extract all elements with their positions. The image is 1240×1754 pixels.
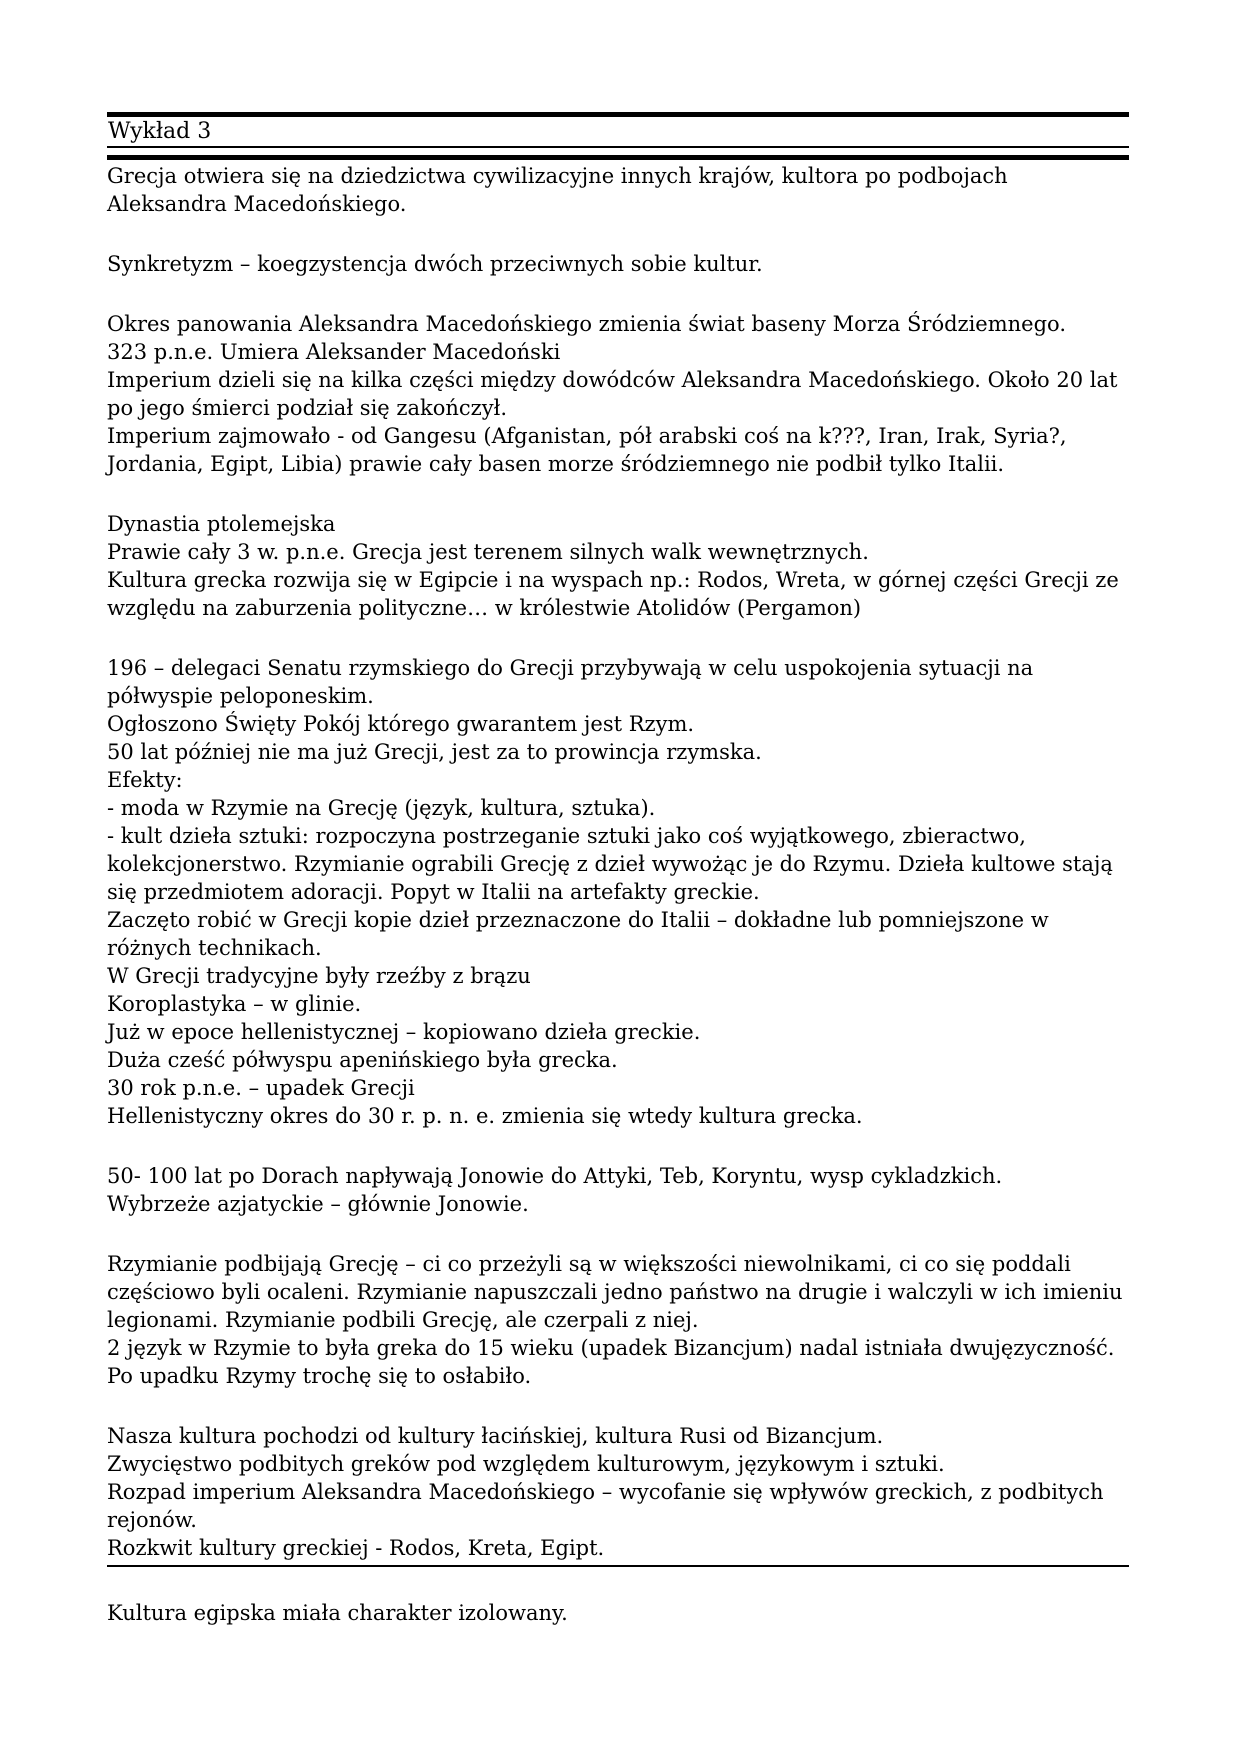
paragraph: Hellenistyczny okres do 30 r. p. n. e. zmienia się wtedy kultura grecka. bbox=[107, 1104, 863, 1128]
paragraph: Zaczęto robić w Grecji kopie dzieł przeznaczone do Italii – dokładne lub pomniejszone w różnych technikach. bbox=[107, 908, 1049, 960]
paragraph: 2 język w Rzymie to była greka do 15 wieku (upadek Bizancjum) nadal istniała dwujęzyczność. Po upadku Rzymy trochę się to osłabiło. bbox=[107, 1336, 1115, 1388]
lecture-title: Wykład 3 bbox=[108, 119, 212, 144]
paragraph: Kultura grecka rozwija się w Egipcie i na wyspach np.: Rodos, Wreta, w górnej części Grecji ze względu na zaburzenia polityczne… w królestwie Atolidów (Pergamon) bbox=[107, 568, 1119, 620]
paragraph: Imperium dzieli się na kilka części między dowódców Aleksandra Macedońskiego. Około 20 lat po jego śmierci podział się zakończył. bbox=[107, 368, 1118, 420]
paragraph: Kultura egipska miała charakter izolowany. bbox=[107, 1601, 568, 1625]
blank-line bbox=[107, 1218, 1129, 1250]
paragraph: Już w epoce hellenistycznej – kopiowano dzieła greckie. bbox=[107, 1020, 701, 1044]
paragraph: Imperium zajmowało - od Gangesu (Afganistan, pół arabski coś na k???, Iran, Irak, Syria?, Jordania, Egipt, Libia) prawie cały basen morze śródziemnego nie podbił tylko Italii. bbox=[107, 424, 1067, 476]
header-divider bbox=[107, 155, 1129, 160]
paragraph: 323 p.n.e. Umiera Aleksander Macedoński bbox=[107, 340, 561, 364]
paragraph: Duża cześć półwyspu apenińskiego była grecka. bbox=[107, 1048, 618, 1072]
paragraph: Nasza kultura pochodzi od kultury łacińskiej, kultura Rusi od Bizancjum. bbox=[107, 1424, 884, 1448]
lecture-notes bbox=[107, 112, 1129, 1627]
blank-line bbox=[107, 478, 1129, 510]
paragraph: Rozpad imperium Aleksandra Macedońskiego – wycofanie się wpływów greckich, z podbitych rejonów. bbox=[107, 1480, 1104, 1532]
lecture-body bbox=[107, 162, 1129, 1627]
paragraph: Ogłoszono Święty Pokój którego gwarantem jest Rzym. bbox=[107, 712, 695, 736]
paragraph: W Grecji tradycyjne były rzeźby z brązu bbox=[107, 964, 531, 988]
paragraph: Okres panowania Aleksandra Macedońskiego zmienia świat baseny Morza Śródziemnego. bbox=[107, 312, 1066, 336]
blank-line bbox=[107, 1567, 1129, 1599]
paragraph: 50- 100 lat po Dorach napływają Jonowie do Attyki, Teb, Koryntu, wysp cykladzkich. bbox=[107, 1164, 1003, 1188]
paragraph: Prawie cały 3 w. p.n.e. Grecja jest terenem silnych walk wewnętrznych. bbox=[107, 540, 869, 564]
paragraph: - kult dzieła sztuki: rozpoczyna postrzeganie sztuki jako coś wyjątkowego, zbieractwo, kolekcjonerstwo. Rzymianie ograbili Grecję z dzieł wywożąc je do Rzymu. Dzieła kultowe stają się przedmiotem adoracji. Popyt w Italii na artefakty greckie. bbox=[107, 824, 1113, 904]
paragraph: Rozkwit kultury greckiej - Rodos, Kreta, Egipt. bbox=[107, 1536, 605, 1560]
paragraph: Synkretyzm – koegzystencja dwóch przeciwnych sobie kultur. bbox=[107, 252, 763, 276]
paragraph: Zwycięstwo podbitych greków pod względem kulturowym, językowym i sztuki. bbox=[107, 1452, 945, 1476]
lecture-header bbox=[107, 112, 1129, 148]
blank-line bbox=[107, 622, 1129, 654]
blank-line bbox=[107, 218, 1129, 250]
paragraph: 50 lat później nie ma już Grecji, jest za to prowincja rzymska. bbox=[107, 740, 762, 764]
paragraph: Efekty: bbox=[107, 768, 183, 792]
paragraph: Grecja otwiera się na dziedzictwa cywilizacyjne innych krajów, kultora po podbojach Aleksandra Macedońskiego. bbox=[107, 164, 1008, 216]
paragraph: Rzymianie podbijają Grecję – ci co przeżyli są w większości niewolnikami, ci co się poddali częściowo byli ocaleni. Rzymianie napuszczali jedno państwo na drugie i walczyli w ich imieniu legionami. Rzymianie podbili Grecję, ale czerpali z niej. bbox=[107, 1252, 1123, 1332]
paragraph: Wybrzeże azjatyckie – głównie Jonowie. bbox=[107, 1192, 529, 1216]
paragraph: Dynastia ptolemejska bbox=[107, 512, 336, 536]
paragraph: Koroplastyka – w glinie. bbox=[107, 992, 362, 1016]
blank-line bbox=[107, 1390, 1129, 1422]
blank-line bbox=[107, 1130, 1129, 1162]
paragraph: - moda w Rzymie na Grecję (język, kultura, sztuka). bbox=[107, 796, 656, 820]
paragraph: 196 – delegaci Senatu rzymskiego do Grecji przybywają w celu uspokojenia sytuacji na półwyspie peloponeskim. bbox=[107, 656, 1034, 708]
paragraph: 30 rok p.n.e. – upadek Grecji bbox=[107, 1076, 415, 1100]
blank-line bbox=[107, 278, 1129, 310]
